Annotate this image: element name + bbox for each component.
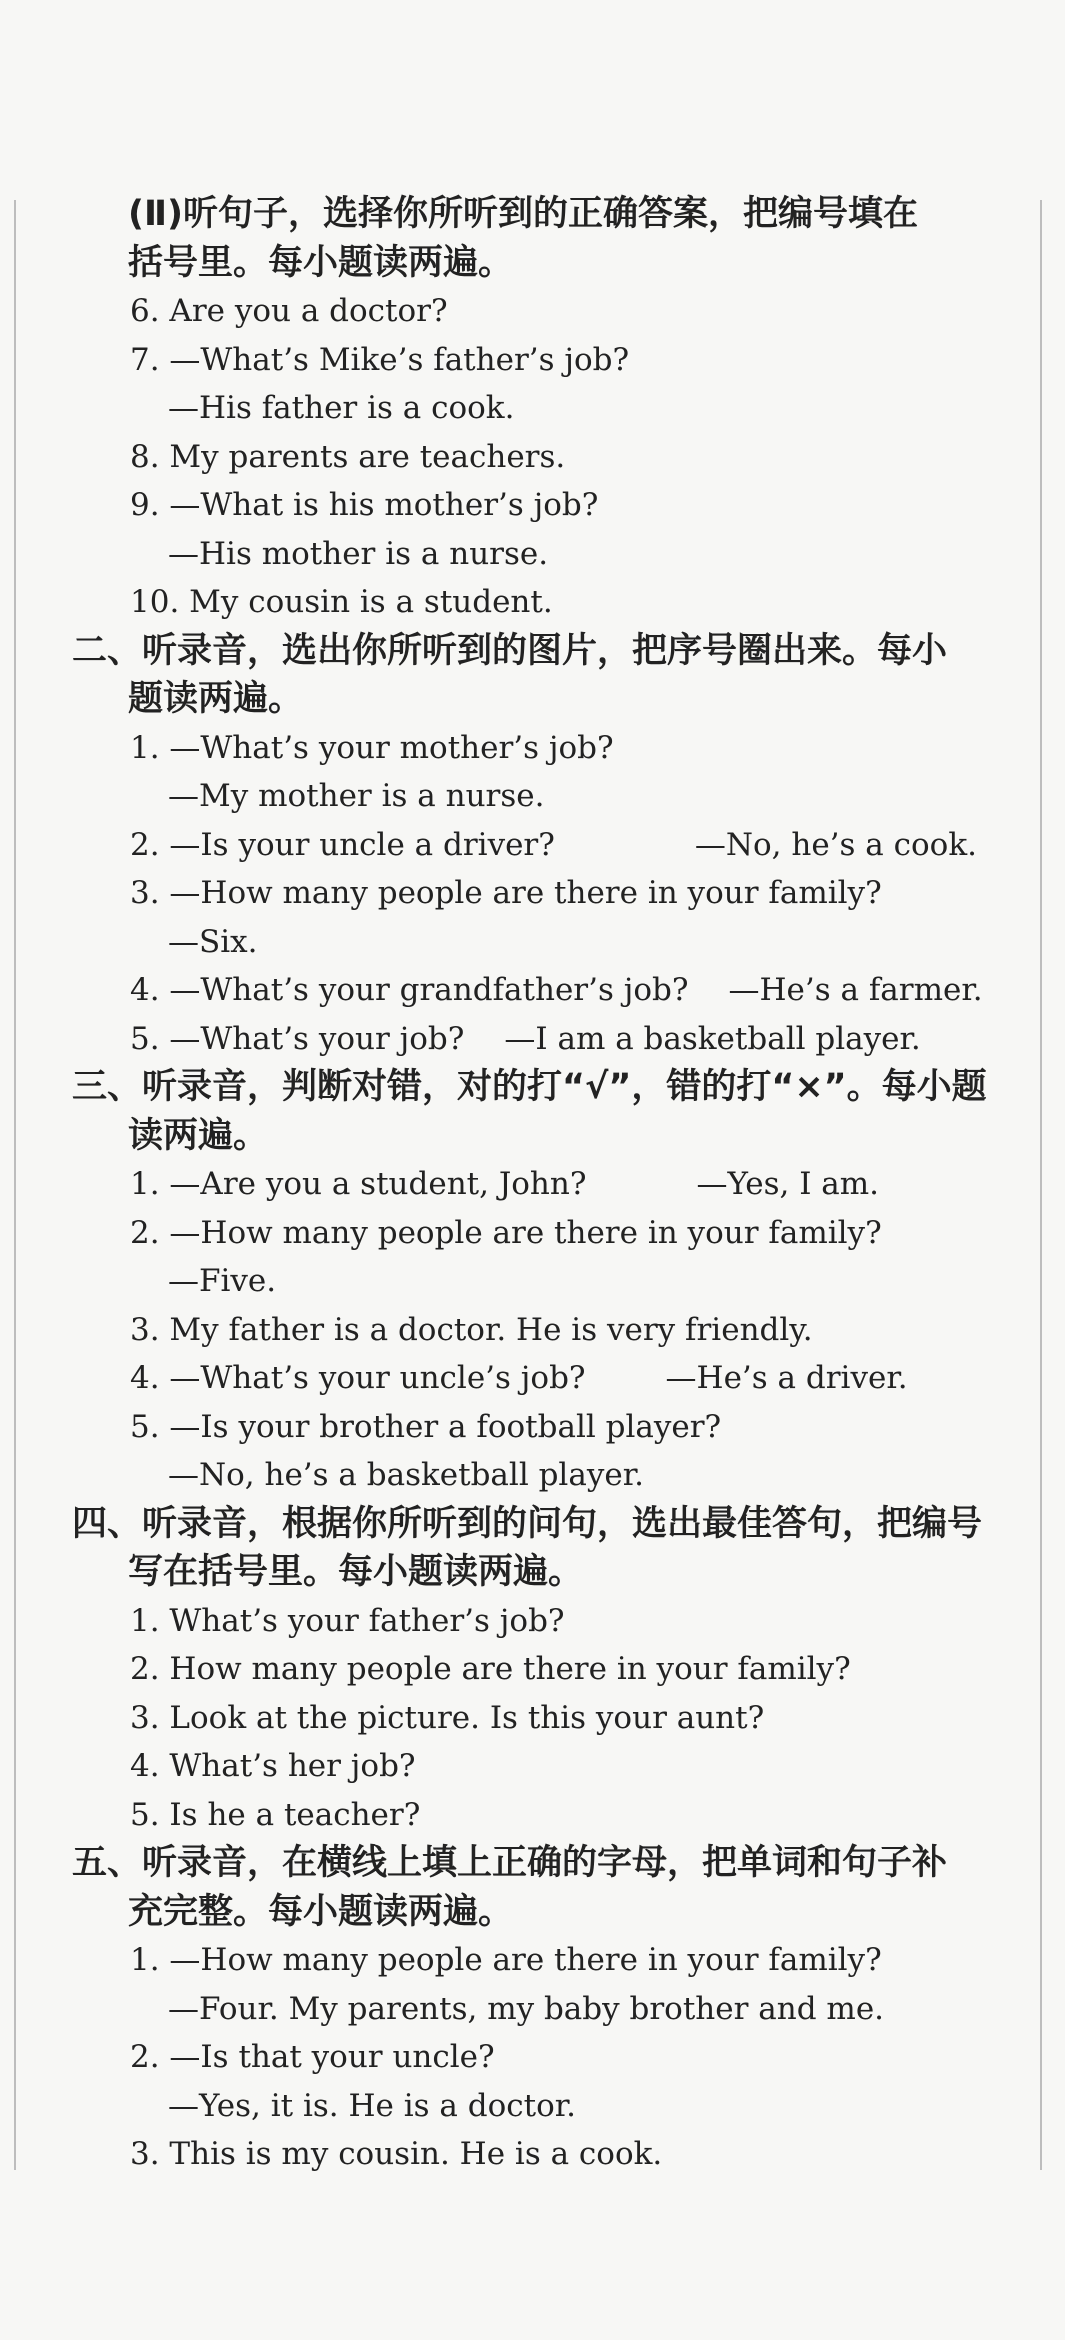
section-heading-line: 题读两遍。 [128,679,304,719]
list-item [130,821,977,869]
question-text: 5. —What’s your job? [130,1020,465,1057]
list-item: 4. What’s her job? [130,1748,416,1784]
list-item: 9. —What is his mother’s job? [130,487,599,523]
left-margin-rule [14,200,16,2170]
list-item [130,1160,879,1208]
list-item: 1. What’s your father’s job? [130,1602,565,1639]
answer-text: —He’s a driver. [665,1360,908,1396]
list-item: 2. —How many people are there in your family? [130,1214,882,1251]
list-item [130,1354,908,1402]
list-item [130,1015,921,1063]
list-item [130,966,983,1014]
question-text: 4. —What’s your uncle’s job? [130,1360,586,1396]
list-item: 1. —How many people are there in your family? [130,1942,882,1978]
answer-line: —Yes, it is. He is a doctor. [168,2087,576,2124]
section-heading-line: 二、听录音，选出你所听到的图片，把序号圈出来。每小 [72,630,948,671]
list-item: 5. —Is your brother a football player? [130,1408,722,1445]
list-item: 2. How many people are there in your family? [130,1651,851,1687]
list-item: 7. —What’s Mike’s father’s job? [130,341,630,378]
answer-line: —Five. [168,1263,277,1299]
section-heading-line: 四、听录音，根据你所听到的问句，选出最佳答句，把编号 [72,1503,983,1544]
answer-text: —He’s a farmer. [728,972,983,1008]
question-text: 1. —Are you a student, John? [130,1166,587,1202]
section-heading-line: 五、听录音，在横线上填上正确的字母，把单词和句子补 [72,1843,948,1883]
answer-line: —Six. [168,923,258,960]
answer-line: —No, he’s a basketball player. [168,1457,644,1493]
answer-line: —My mother is a nurse. [168,778,545,814]
answer-text: —No, he’s a cook. [694,826,977,863]
list-item: 3. —How many people are there in your family? [130,875,882,911]
list-item: 2. —Is that your uncle? [130,2039,495,2075]
right-margin-rule [1040,200,1042,2170]
section-heading-line: 括号里。每小题读两遍。 [128,242,514,283]
list-item: 5. Is he a teacher? [130,1796,421,1833]
list-item: 3. Look at the picture. Is this your aunt? [130,1699,765,1736]
answer-text: —I am a basketball player. [504,1020,921,1057]
question-text: 4. —What’s your grandfather’s job? [130,972,689,1008]
section-heading-line: 三、听录音，判断对错，对的打“√”，错的打“×”。每小题 [72,1067,987,1107]
list-item: 1. —What’s your mother’s job? [130,729,614,766]
section-heading-line: 读两遍。 [128,1115,269,1156]
section-heading-line: (Ⅱ)听句子，选择你所听到的正确答案，把编号填在 [128,194,919,234]
section-heading-line: 写在括号里。每小题读两遍。 [128,1552,584,1592]
list-item: 10. My cousin is a student. [130,584,553,620]
section-heading-line: 充完整。每小题读两遍。 [128,1891,514,1932]
answer-text: —Yes, I am. [696,1166,880,1202]
question-text: 2. —Is your uncle a driver? [130,826,555,863]
list-item: 3. This is my cousin. He is a cook. [130,2136,663,2172]
answer-line: —His mother is a nurse. [168,535,549,572]
answer-line: —His father is a cook. [168,390,515,426]
list-item: 8. My parents are teachers. [130,438,566,475]
list-item: 3. My father is a doctor. He is very friendly. [130,1311,813,1348]
answer-line: —Four. My parents, my baby brother and me. [168,1990,885,2027]
list-item: 6. Are you a doctor? [130,293,448,329]
